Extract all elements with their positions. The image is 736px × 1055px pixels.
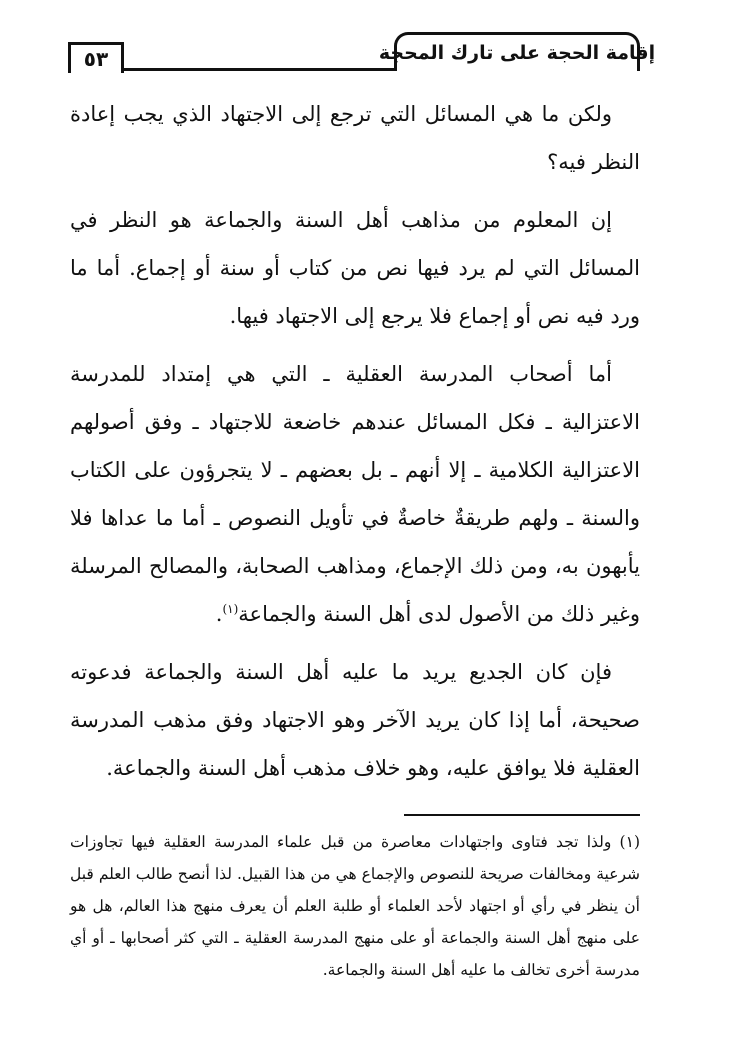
paragraph-3-end: . (215, 602, 223, 626)
paragraph-1: ولكن ما هي المسائل التي ترجع إلى الاجتهاد الذي يجب إعادة النظر فيه؟ (70, 102, 640, 174)
paragraph-3-text: أما أصحاب المدرسة العقلية ـ التي هي إمتداد للمدرسة الاعتزالية ـ فكل المسائل عندهم خاضعة للاجتهاد ـ وفق أصولهم الاعتزالية الكلامية ـ إلا أنهم ـ بل بعضهم ـ لا يتجرؤون على الكتاب والسنة ـ ولهم طريقةٌ خاصةٌ في تأويل النصوص ـ أما ما عداها فلا يأبهون به، ومن ذلك الإجماع، ومذاهب الصحابة، والمصالح المرسلة وغير ذلك من الأصول لدى أهل السنة والجماعة (70, 362, 640, 626)
footnote-separator (404, 814, 640, 816)
running-title: إقامة الحجة على تارك المحجة (394, 32, 640, 71)
main-text (70, 90, 640, 802)
paragraph-3 (70, 350, 640, 638)
page-number: ٥٣ (68, 42, 124, 73)
footnote-reference[interactable]: (١) (222, 602, 239, 616)
paragraph-4: فإن كان الجديع يريد ما عليه أهل السنة والجماعة فدعوته صحيحة، أما إذا كان يريد الآخر وهو الاجتهاد وفق مذهب المدرسة العقلية فلا يوافق عليه، وهو خلاف مذهب أهل السنة والجماعة. (70, 660, 640, 780)
footnote (70, 826, 640, 986)
footnote-text: (١) ولذا تجد فتاوى واجتهادات معاصرة من قبل علماء المدرسة العقلية فيها تجاوزات شرعية ومخالفات صريحة للنصوص والإجماع هي من هذا القبيل. لذا أنصح طالب العلم قبل أن ينظر في رأي أو اجتهاد لأحد العلماء أو طلبة العلم أن يعرف منهج هذا العالم، هل هو على منهج أهل السنة والجماعة أو على منهج المدرسة العقلية ـ التي كثر أصحابها ـ أو أي مدرسة أخرى تخالف ما عليه أهل السنة والجماعة. (70, 833, 640, 979)
paragraph-2: إن المعلوم من مذاهب أهل السنة والجماعة هو النظر في المسائل التي لم يرد فيها نص من كتاب أو سنة أو إجماع. أما ما ورد فيه نص أو إجماع فلا يرجع إلى الاجتهاد فيها. (70, 208, 640, 328)
